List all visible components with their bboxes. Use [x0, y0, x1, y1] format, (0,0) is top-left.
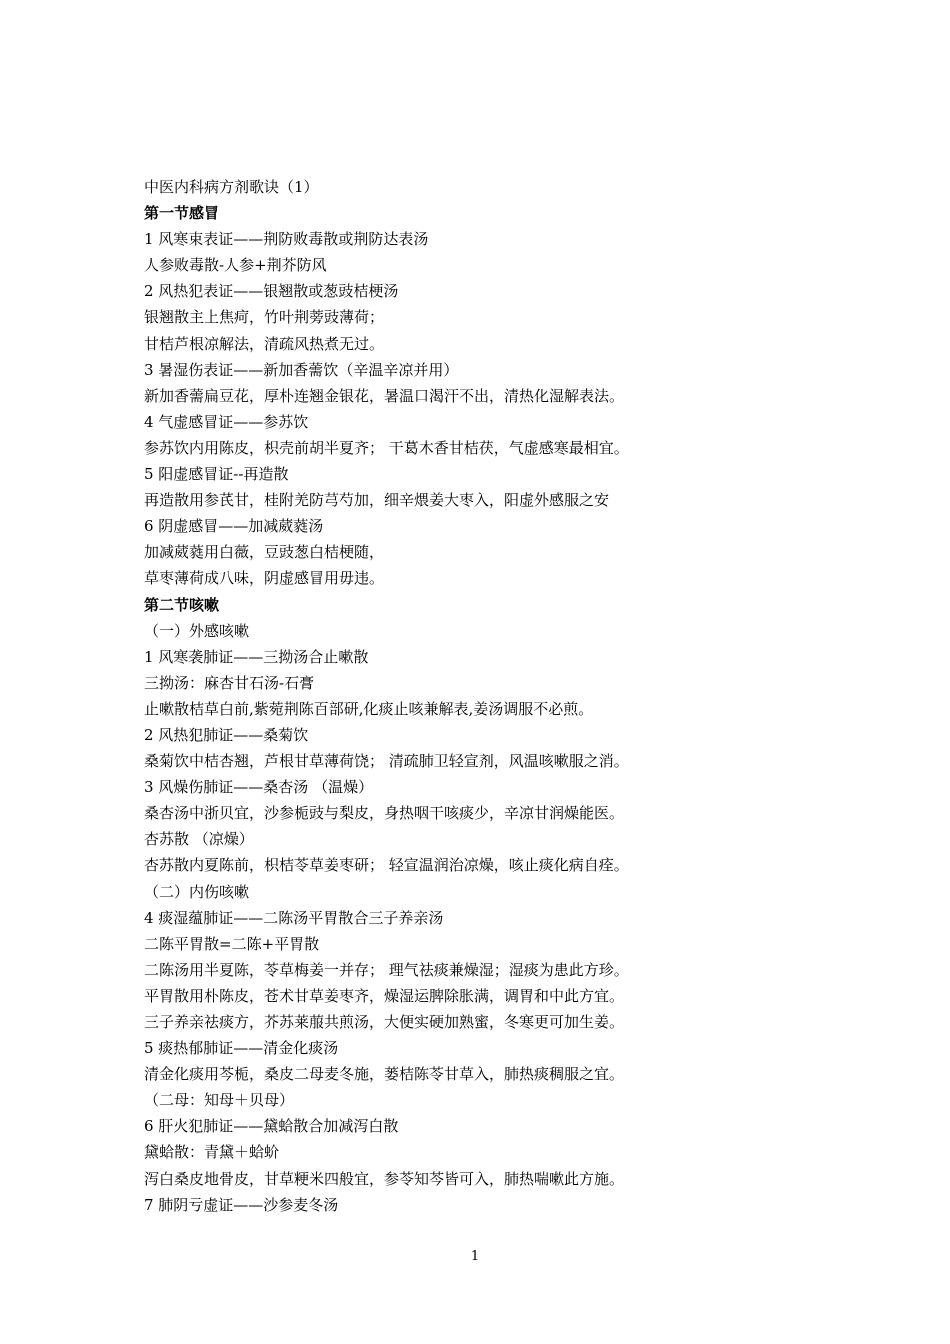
text-line: 5 阳虚感冒证--再造散	[144, 465, 289, 484]
text-line: 三拗汤：麻杏甘石汤-石膏	[144, 673, 315, 692]
text-line: 再造散用参芪甘，桂附羌防芎芍加，细辛煨姜大枣入，阳虚外感服之安	[144, 491, 610, 510]
text-line: 4 气虚感冒证——参苏饮	[144, 412, 309, 431]
text-line: 草枣薄荷成八味，阴虚感冒用毋违。	[144, 569, 385, 588]
text-line: 6 肝火犯肺证——黛蛤散合加减泻白散	[144, 1117, 399, 1136]
text-line: 加减葳蕤用白薇，豆豉葱白桔梗随，	[144, 543, 385, 562]
text-line: 6 阴虚感冒——加减葳蕤汤	[144, 517, 324, 536]
text-line: 新加香薷扁豆花，厚朴连翘金银花，暑温口渴汗不出，清热化湿解表法。	[144, 386, 625, 405]
section-heading: 第一节感冒	[144, 204, 220, 223]
text-line: 二陈平胃散=二陈+平胃散	[144, 934, 320, 953]
text-line: 止嗽散桔草白前,紫菀荆陈百部研,化痰止咳兼解表,姜汤调服不必煎。	[144, 699, 594, 718]
text-line: 2 风热犯表证——银翘散或葱豉桔梗汤	[144, 282, 399, 301]
text-line: 平胃散用朴陈皮，苍术甘草姜枣齐，燥湿运脾除胀满，调胃和中此方宜。	[144, 986, 625, 1005]
text-line: 人参败毒散-人参+荆芥防风	[144, 256, 327, 275]
text-line: 2 风热犯肺证——桑菊饮	[144, 725, 309, 744]
document-body	[144, 174, 844, 1218]
text-line: 1 风寒袭肺证——三拗汤合止嗽散	[144, 647, 369, 666]
text-line: 桑杏汤中浙贝宜，沙参栀豉与梨皮，身热咽干咳痰少，辛凉甘润燥能医。	[144, 804, 625, 823]
text-line: 桑菊饮中桔杏翘，芦根甘草薄荷饶； 清疏肺卫轻宣剂，风温咳嗽服之消。	[144, 752, 629, 771]
text-line: 泻白桑皮地骨皮，甘草粳米四般宜，参苓知芩皆可入，肺热喘嗽此方施。	[144, 1169, 625, 1188]
text-line: （一）外感咳嗽	[144, 621, 250, 640]
section-heading: 第二节咳嗽	[144, 595, 220, 614]
text-line: 中医内科病方剂歌诀（1）	[144, 178, 319, 196]
text-line: 3 暑湿伤表证——新加香薷饮（辛温辛凉并用）	[144, 360, 459, 379]
text-line: 3 风燥伤肺证——桑杏汤 （温燥）	[144, 778, 374, 797]
text-line: 三子养亲祛痰方，芥苏莱菔共煎汤，大便实硬加熟蜜，冬寒更可加生姜。	[144, 1013, 625, 1031]
text-line: 清金化痰用芩栀，桑皮二母麦冬施，蒌桔陈苓甘草入，肺热痰稠服之宜。	[144, 1065, 625, 1084]
text-line: （二）内伤咳嗽	[144, 882, 250, 901]
text-line: 5 痰热郁肺证——清金化痰汤	[144, 1039, 339, 1058]
text-line: 4 痰湿蕴肺证——二陈汤平胃散合三子养亲汤	[144, 908, 444, 927]
page-number: 1	[470, 1249, 480, 1264]
text-line: 二陈汤用半夏陈，苓草梅姜一并存； 理气祛痰兼燥湿；湿痰为患此方珍。	[144, 960, 629, 979]
text-line: 1 风寒束表证——荆防败毒散或荆防达表汤	[144, 230, 429, 249]
text-line: 7 肺阴亏虚证——沙参麦冬汤	[144, 1195, 339, 1214]
text-line: 黛蛤散：青黛＋蛤蚧	[144, 1143, 280, 1162]
text-line: （二母：知母＋贝母）	[144, 1091, 295, 1110]
text-line: 杏苏散内夏陈前，枳桔苓草姜枣研； 轻宣温润治凉燥，咳止痰化病自痊。	[144, 856, 629, 875]
text-line: 参苏饮内用陈皮，枳壳前胡半夏齐； 干葛木香甘桔茯，气虚感寒最相宜。	[144, 438, 629, 457]
text-line: 甘桔芦根凉解法，清疏风热煮无过。	[144, 334, 385, 353]
text-line: 银翘散主上焦疴，竹叶荆蒡豉薄荷；	[144, 308, 385, 327]
text-line: 杏苏散 （凉燥）	[144, 830, 254, 849]
